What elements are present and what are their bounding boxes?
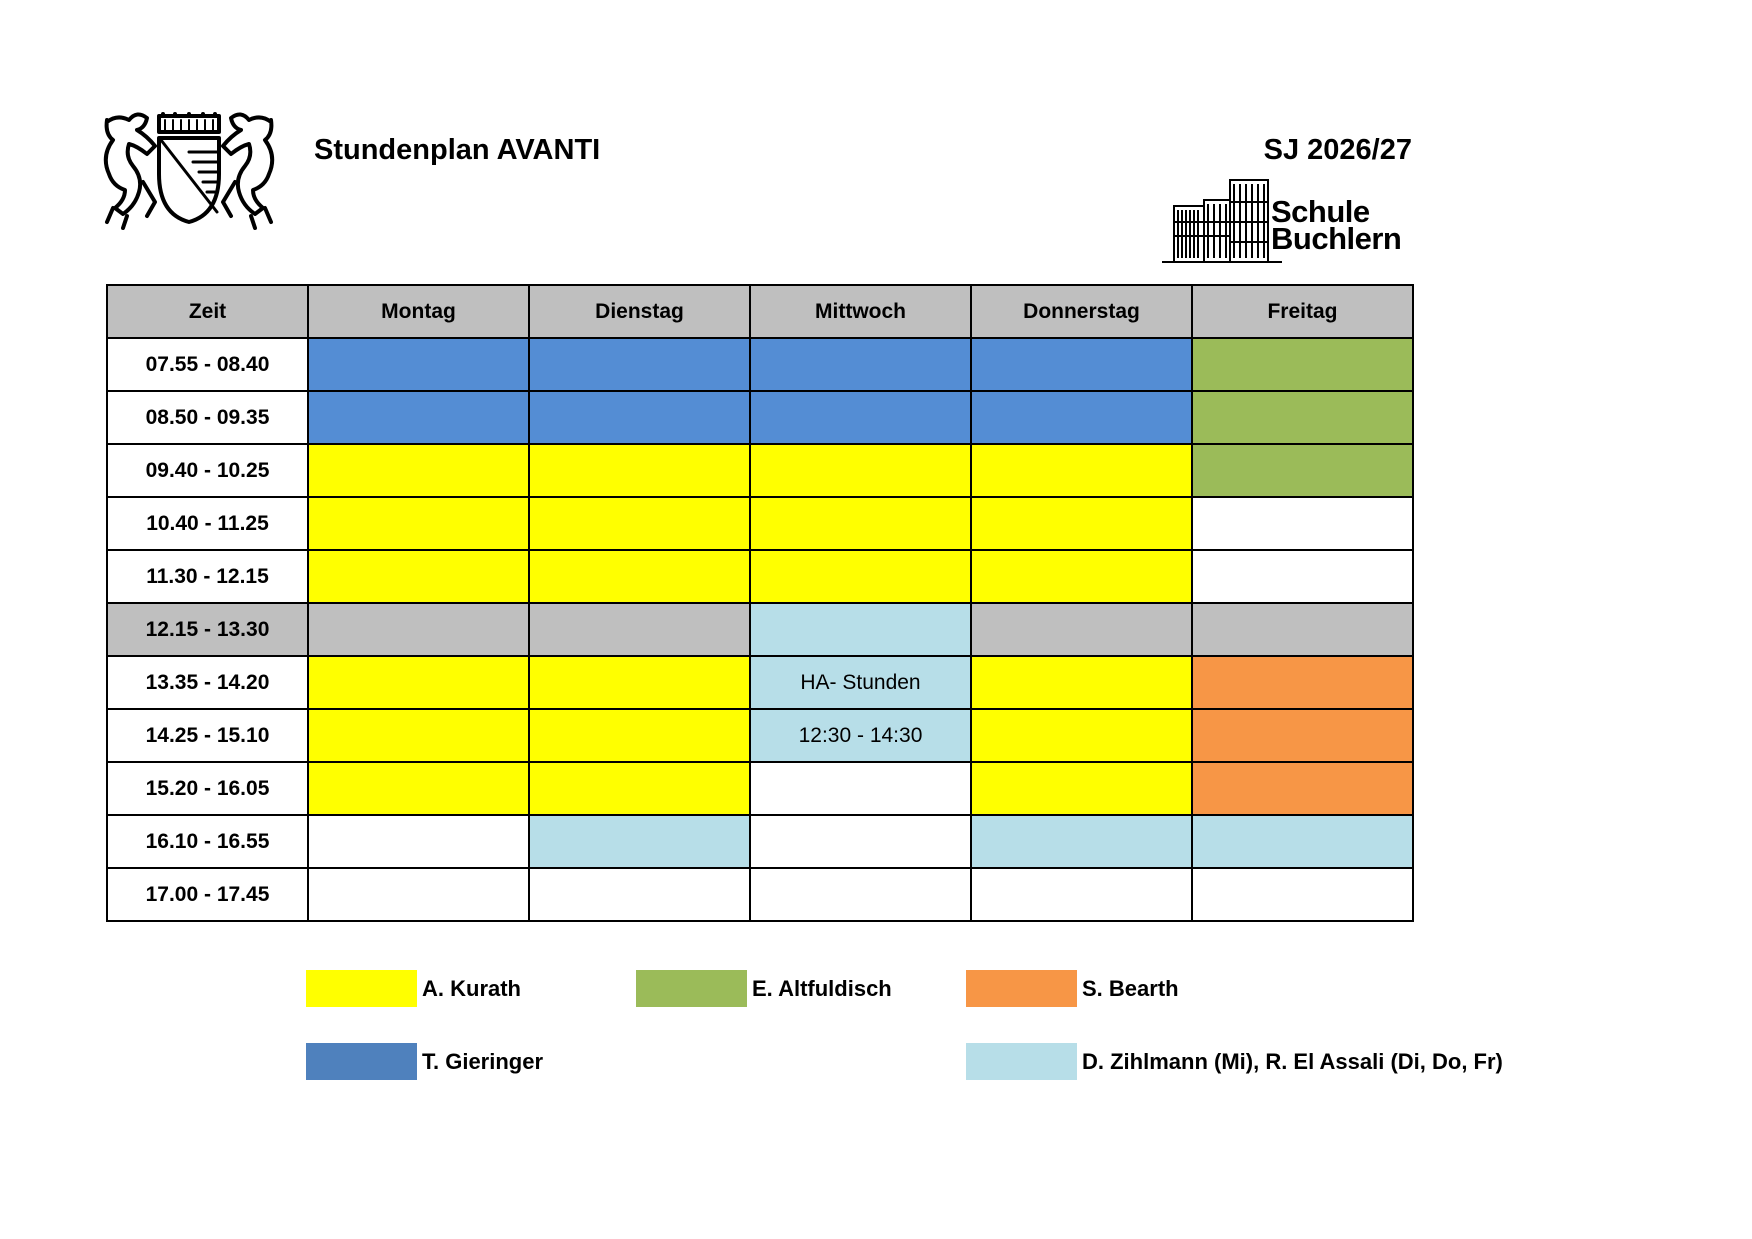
schedule-cell xyxy=(971,391,1192,444)
timetable xyxy=(106,284,1414,922)
school-year: SJ 2026/27 xyxy=(1263,134,1412,166)
schedule-cell: HA- Stunden xyxy=(750,656,971,709)
table-row xyxy=(107,762,1413,815)
schedule-cell xyxy=(1192,656,1413,709)
schedule-cell xyxy=(1192,815,1413,868)
schedule-cell xyxy=(971,338,1192,391)
schedule-cell xyxy=(529,868,750,921)
schedule-cell xyxy=(308,868,529,921)
schedule-cell xyxy=(529,391,750,444)
schedule-cell xyxy=(529,497,750,550)
timetable-header-row xyxy=(107,285,1413,338)
schedule-cell xyxy=(529,603,750,656)
schedule-cell xyxy=(971,815,1192,868)
schedule-cell xyxy=(529,338,750,391)
schedule-cell: 12:30 - 14:30 xyxy=(750,709,971,762)
schedule-cell xyxy=(971,550,1192,603)
timetable-body xyxy=(107,338,1413,921)
schedule-cell xyxy=(529,656,750,709)
legend-label: T. Gieringer xyxy=(422,1048,544,1074)
table-row xyxy=(107,391,1413,444)
column-header-time: Zeit xyxy=(107,285,308,338)
schedule-cell xyxy=(971,444,1192,497)
schedule-cell xyxy=(971,603,1192,656)
schedule-cell xyxy=(1192,709,1413,762)
legend-item xyxy=(636,970,892,1007)
time-slot-cell: 15.20 - 16.05 xyxy=(107,762,308,815)
time-slot-cell: 17.00 - 17.45 xyxy=(107,868,308,921)
time-slot-cell: 10.40 - 11.25 xyxy=(107,497,308,550)
schedule-cell xyxy=(308,338,529,391)
schedule-cell xyxy=(1192,444,1413,497)
schedule-cell xyxy=(308,550,529,603)
legend-label: D. Zihlmann (Mi), R. El Assali (Di, Do, Fr) xyxy=(1082,1048,1503,1074)
schedule-cell xyxy=(750,550,971,603)
schedule-cell xyxy=(308,497,529,550)
schedule-cell xyxy=(308,656,529,709)
schedule-cell xyxy=(750,497,971,550)
legend-swatch xyxy=(966,1043,1077,1080)
table-row xyxy=(107,338,1413,391)
time-slot-cell: 13.35 - 14.20 xyxy=(107,656,308,709)
table-row xyxy=(107,444,1413,497)
time-slot-cell: 09.40 - 10.25 xyxy=(107,444,308,497)
legend-item xyxy=(966,970,1179,1007)
schedule-cell xyxy=(971,762,1192,815)
schedule-cell xyxy=(971,656,1192,709)
time-slot-cell: 16.10 - 16.55 xyxy=(107,815,308,868)
schedule-cell xyxy=(308,391,529,444)
school-logo-text xyxy=(1271,194,1402,256)
column-header-day: Montag xyxy=(308,285,529,338)
time-slot-cell: 11.30 - 12.15 xyxy=(107,550,308,603)
time-slot-cell: 12.15 - 13.30 xyxy=(107,603,308,656)
school-logo-line-2: Buchlern xyxy=(1271,221,1402,256)
schedule-cell xyxy=(308,815,529,868)
schedule-cell xyxy=(750,391,971,444)
schedule-cell xyxy=(529,709,750,762)
legend-swatch xyxy=(636,970,747,1007)
schedule-cell xyxy=(750,444,971,497)
schedule-cell xyxy=(308,444,529,497)
schedule-cell xyxy=(1192,338,1413,391)
school-logo-line-1: Schule xyxy=(1271,194,1370,229)
legend-item xyxy=(966,1043,1503,1080)
schedule-cell xyxy=(1192,762,1413,815)
schedule-cell xyxy=(529,762,750,815)
page-title: Stundenplan AVANTI xyxy=(314,134,601,166)
column-header-day: Donnerstag xyxy=(971,285,1192,338)
table-row xyxy=(107,497,1413,550)
legend-swatch xyxy=(966,970,1077,1007)
schedule-cell xyxy=(529,815,750,868)
schedule-cell xyxy=(750,815,971,868)
schedule-cell xyxy=(750,762,971,815)
schedule-cell xyxy=(750,868,971,921)
column-header-day: Freitag xyxy=(1192,285,1413,338)
legend-swatch xyxy=(306,970,417,1007)
table-row xyxy=(107,868,1413,921)
schedule-cell xyxy=(971,709,1192,762)
schedule-cell xyxy=(308,762,529,815)
column-header-day: Mittwoch xyxy=(750,285,971,338)
table-row xyxy=(107,550,1413,603)
legend-label: A. Kurath xyxy=(422,975,521,1001)
schedule-cell xyxy=(750,338,971,391)
table-row xyxy=(107,815,1413,868)
time-slot-cell: 07.55 - 08.40 xyxy=(107,338,308,391)
legend-swatch xyxy=(306,1043,417,1080)
time-slot-cell: 14.25 - 15.10 xyxy=(107,709,308,762)
table-row xyxy=(107,709,1413,762)
legend-label: E. Altfuldisch xyxy=(752,975,892,1001)
schedule-cell xyxy=(750,603,971,656)
legend-label: S. Bearth xyxy=(1082,975,1179,1001)
schedule-cell xyxy=(1192,497,1413,550)
canton-crest-logo xyxy=(103,112,275,230)
table-row xyxy=(107,603,1413,656)
column-header-day: Dienstag xyxy=(529,285,750,338)
schedule-cell xyxy=(1192,868,1413,921)
schedule-cell xyxy=(971,497,1192,550)
schedule-cell xyxy=(529,444,750,497)
time-slot-cell: 08.50 - 09.35 xyxy=(107,391,308,444)
schedule-cell xyxy=(971,868,1192,921)
schedule-cell xyxy=(529,550,750,603)
schedule-cell xyxy=(308,709,529,762)
schedule-cell xyxy=(1192,550,1413,603)
schedule-cell xyxy=(308,603,529,656)
legend-item xyxy=(306,970,521,1007)
schedule-cell xyxy=(1192,391,1413,444)
table-row xyxy=(107,656,1413,709)
legend-item xyxy=(306,1043,543,1080)
schedule-cell xyxy=(1192,603,1413,656)
